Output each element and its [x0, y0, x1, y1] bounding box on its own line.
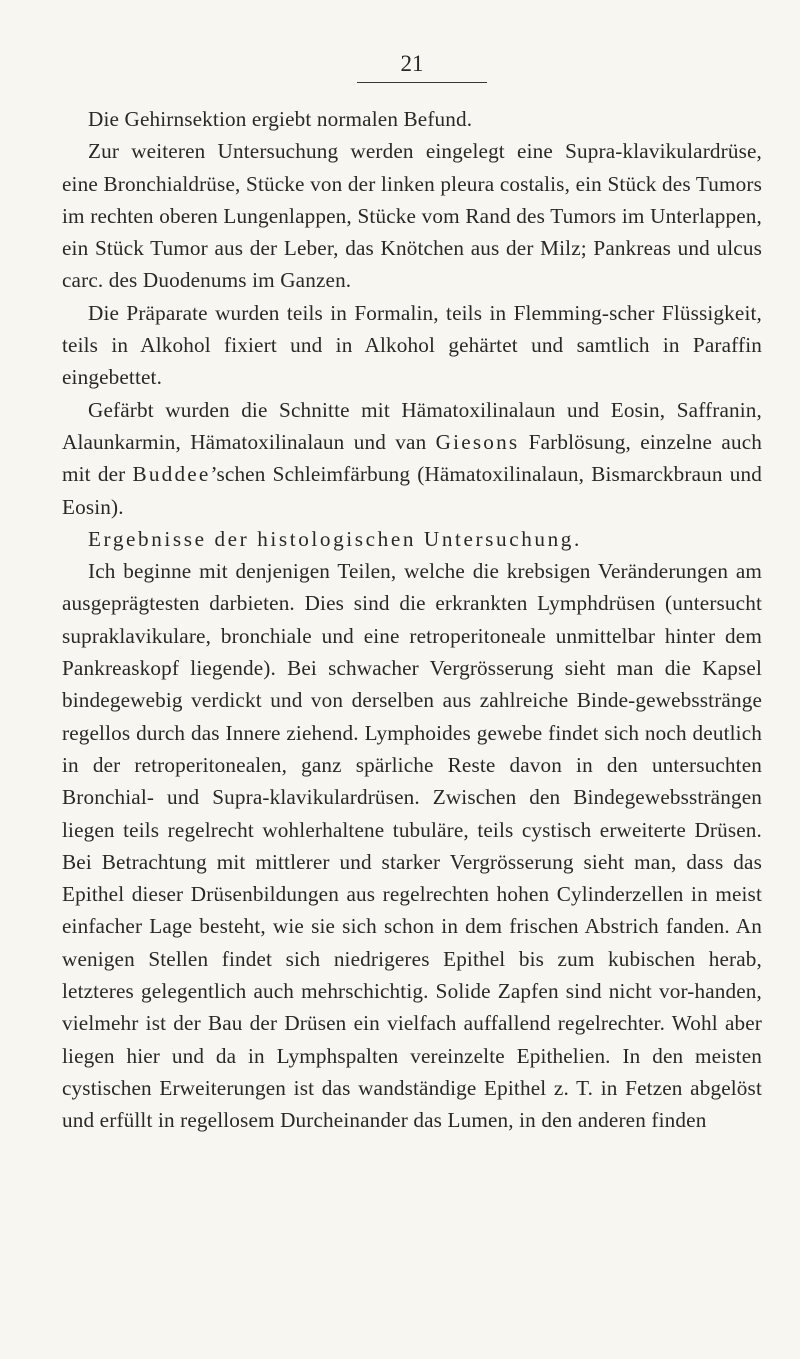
page-number — [62, 50, 762, 83]
paragraph-specimens: Zur weiteren Untersuchung werden eingelegt eine Supra-klavikulardrüse, eine Bronchialdrüse, Stücke von der linken pleura costalis, ein Stück des Tumors im rechten oberen Lungenlappen, Stücke vom Rand des Tumors im Unterlappen, ein Stück Tumor aus der Leber, das Knötchen aus der Milz; Pankreas und ulcus carc. des Duodenums im Ganzen. — [62, 139, 762, 293]
page-number-text: 21 — [400, 51, 424, 76]
name-buddee: Buddee — [132, 462, 211, 487]
section-heading-text: Ergebnisse der histologischen Untersuchung. — [88, 526, 582, 551]
page-number-underline — [357, 82, 487, 83]
name-giesons: Giesons — [435, 429, 520, 454]
body-text — [62, 103, 762, 1137]
document-page — [62, 50, 762, 1137]
paragraph-preparation: Die Präparate wurden teils in Formalin, teils in Flemming-scher Flüssigkeit, teils in Alkohol fixiert und in Alkohol gehärtet und samtlich in Paraffin eingebettet. — [62, 300, 762, 390]
staining-text-mid: Farblösung, einzelne auch mit der — [62, 429, 762, 487]
paragraph-staining — [62, 394, 762, 523]
paragraph-brain-section: Die Gehirnsektion ergiebt normalen Befund. — [88, 107, 473, 131]
staining-text-start: Gefärbt wurden die Schnitte mit Hämatoxilinalaun und Eosin, Saffranin, Alaunkarmin, Hämatoxilinalaun und van — [62, 397, 762, 454]
section-heading — [62, 523, 762, 555]
staining-text-end: ’schen Schleimfärbung (Hämatoxilinalaun, Bismarckbraun und Eosin). — [62, 462, 763, 519]
paragraph-findings: Ich beginne mit denjenigen Teilen, welche die krebsigen Veränderungen am ausgeprägtesten darbieten. Dies sind die erkrankten Lymphdrüsen (untersucht supraklavikulare, bronchiale und eine retroperitoneale unmittelbar hinter dem Pankreaskopf liegende). Bei schwacher Vergrösserung sieht man die Kapsel bindegewebig verdickt und von derselben aus zahlreiche Binde-gewebsstränge regellos durch das Innere ziehend. Lymphoides gewebe findet sich noch deutlich in der retroperitonealen, ganz spärliche Reste davon in den untersuchten Bronchial- und Supra-klavikulardrüsen. Zwischen den Bindegewebssträngen liegen teils regelrecht wohlerhaltene tubuläre, teils cystisch erweiterte Drüsen. Bei Betrachtung mit mittlerer und starker Vergrösserung sieht man, dass das Epithel dieser Drüsenbildungen aus regelrechten hohen Cylinderzellen in meist einfacher Lage besteht, wie sie sich schon in dem frischen Abstrich fanden. An wenigen Stellen findet sich niedrigeres Epithel bis zum kubischen herab, letzteres gelegentlich auch mehrschichtig. Solide Zapfen sind nicht vor-handen, vielmehr ist der Bau der Drüsen ein vielfach auffallend regelrechter. Wohl aber liegen hier und da in Lymphspalten vereinzelte Epithelien. In den meisten cystischen Erweiterungen ist das wandständige Epithel z. T. in Fetzen abgelöst und erfüllt in regellosem Durcheinander das Lumen, in den anderen finden — [62, 559, 762, 1133]
